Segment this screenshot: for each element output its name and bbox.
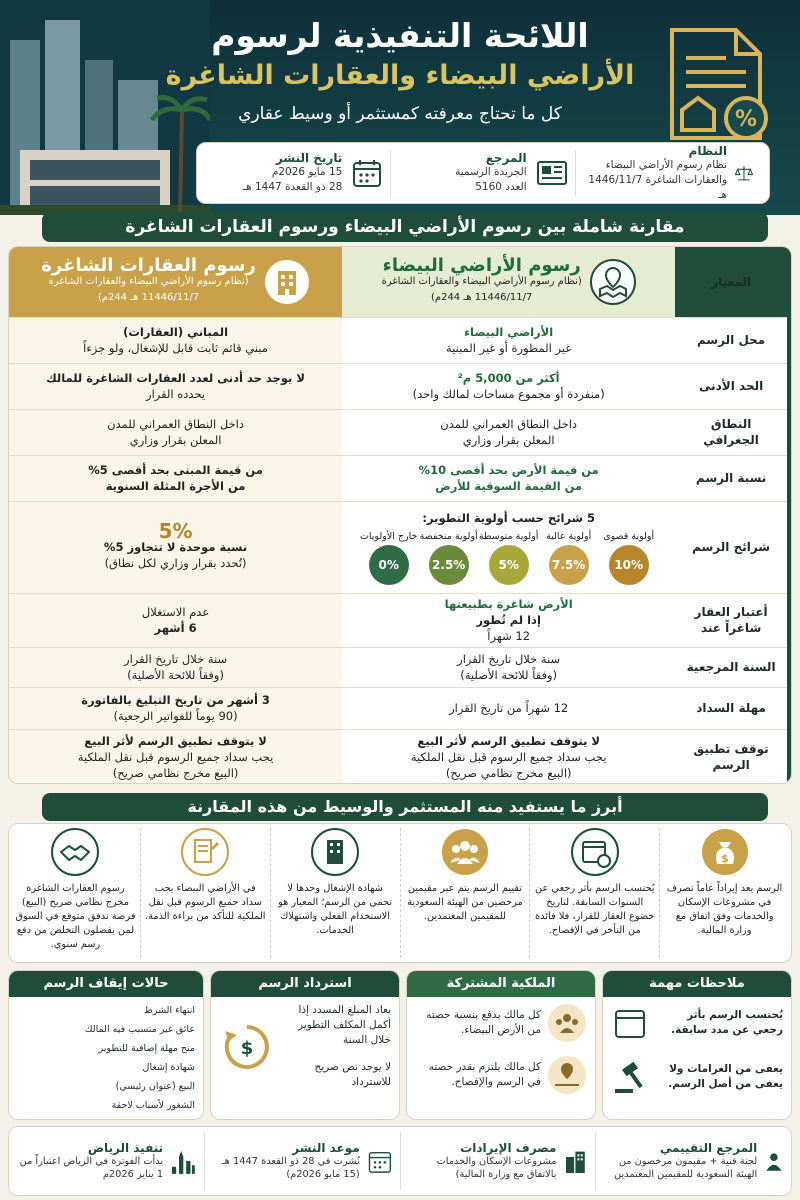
white-cell-note: (وفقاً للائحة الأصلية) [460, 668, 558, 682]
appraiser-icon [763, 1141, 785, 1181]
document-percent-icon [654, 22, 778, 146]
footer-eval-value: لجنة فنية + مقيمون مرخصون من الهيئة السعودية للمقيمين المعتمدين [614, 1156, 758, 1180]
refund-cycle-icon [219, 1019, 275, 1075]
white-land-title: رسوم الأراضي البيضاء [382, 254, 581, 276]
stop-item: منح مهلة إضافية للتطوير [98, 1043, 195, 1054]
vacant-cell: المباني (العقارات) [123, 325, 229, 339]
note-item: يعفى من الغرامات ولا يعفى من أصل الرسم. [668, 1063, 783, 1090]
table-row [9, 455, 789, 501]
page-title: اللائحة التنفيذية لرسوم [211, 16, 589, 55]
vacant-cell-note: من الأجرة المثلة السنوية [105, 479, 246, 493]
benefit-item [659, 828, 789, 958]
vacant-cell: من قيمة المبنى بحد أقصى 5% [88, 463, 263, 477]
stop-cases-box [8, 970, 204, 1120]
comparison-table [8, 246, 792, 784]
benefit-text: شهادة الإشغال وحدها لا تحمي من الرسم؛ المعيار هو الاستخدام الفعلي واستهلاك الخدمات. [278, 883, 393, 936]
footer-riyadh [9, 1132, 204, 1190]
info-ref-value: الجريدة الرسمية [455, 166, 527, 178]
page-subtitle: كل ما تحتاج معرفته كمستثمر أو وسيط عقاري [238, 104, 562, 124]
vacant-cell: 3 أشهر من تاريخ التبليغ بالفاتورة [81, 693, 270, 707]
table-row [9, 687, 789, 729]
vacant-cell-note2: (البيع مخرج نظامي صريح) [112, 766, 239, 780]
info-pub-label: تاريخ النشر [275, 151, 343, 165]
white-cell: داخل النطاق العمراني للمدن [440, 417, 578, 431]
benefits-list [8, 823, 792, 963]
white-cell-note2: (البيع مخرج نظامي صريح) [445, 766, 572, 780]
white-cell: 12 شهراً من تاريخ القرار [449, 701, 569, 715]
calendar-icon [571, 828, 619, 876]
white-cell: من قيمة الأرض بحد أقصى 10% [418, 463, 599, 477]
table-row [9, 593, 789, 647]
tier-label: أولوية منخفضة [419, 530, 478, 542]
vacant-rate-text: نسبة موحدة لا تتجاوز 5% [103, 540, 248, 554]
stop-item: شهادة إشغال [142, 1062, 195, 1073]
footer-eval [595, 1132, 791, 1190]
white-cell-note: من القيمة السوقية للأرض [435, 479, 583, 493]
white-cell: الأراضي البيضاء [464, 325, 554, 339]
stop-item: انتهاء الشرط [144, 1005, 195, 1016]
money-bag-icon [701, 828, 749, 876]
tiers-group [348, 529, 669, 585]
building-icon [311, 828, 359, 876]
vacant-header [9, 247, 342, 317]
table-header-row [9, 247, 789, 317]
land-pin-icon [547, 1055, 587, 1095]
row-criterion: محل الرسم [675, 317, 789, 363]
tier-label: أولوية قصوى [603, 530, 655, 542]
tier-item [599, 529, 659, 585]
refund-item: لا يوجد نص صريح للاسترداد [314, 1061, 391, 1088]
tier-label: أولوية عالية [546, 530, 592, 542]
row-criterion: نسبة الرسم [675, 455, 789, 501]
vacant-cell-note: المعلن بقرار وزاري [129, 433, 222, 447]
footer-publish [204, 1132, 400, 1190]
table-row [9, 363, 789, 409]
vacant-cell-note: (وفقاً للائحة الأصلية) [127, 668, 224, 682]
vacant-cell-note: (90 يوماً للفواتير الرجعية) [113, 709, 238, 723]
white-cell-note: إذا لم تُطور [476, 613, 541, 627]
svg-text:%: % [734, 107, 758, 132]
footer-eval-label: المرجع التقييمي [659, 1141, 758, 1155]
group-icon [547, 1003, 587, 1043]
footer-rev-label: مصرف الإيرادات [460, 1141, 557, 1155]
calendar-icon [611, 1003, 651, 1043]
info-ref-issue: العدد 5160 [475, 181, 527, 193]
white-land-header [342, 247, 675, 317]
calendar-icon [350, 156, 384, 190]
stop-title: حالات إيقاف الرسم [9, 971, 203, 997]
notes-title: ملاحظات مهمة [603, 971, 791, 997]
footer-impl-value: بدأت الفوترة في الرياض اعتباراً من 1 يناير 2026م [19, 1156, 164, 1180]
refund-title: استرداد الرسم [211, 971, 399, 997]
benefit-item [270, 828, 400, 958]
refund-item: يعاد المبلغ المسدد إذا أكمل المكلف التطوير خلال السنة [298, 1004, 391, 1046]
row-criterion: أعتبار العقار شاغراً عند [675, 593, 789, 647]
benefits-title: أبرز ما يستفيد منه المستثمر والوسيط من هذه المقارنة [42, 793, 768, 821]
footer-rev-value: مشروعات الإسكان والخدمات بالاتفاق مع وزارة المالية) [436, 1156, 557, 1180]
tier-rate-circle: 7.5% [549, 545, 589, 585]
vacant-rate-big: 5% [158, 519, 193, 543]
info-pub-gregorian: 15 مايو 2026م [271, 166, 343, 178]
tier-rate-circle: 5% [489, 545, 529, 585]
handshake-icon [51, 828, 99, 876]
tier-item [539, 529, 599, 585]
vacant-rate-note: (تُحدد بقرار وزاري لكل نطاق) [104, 556, 247, 570]
joint-item: كل مالك يلتزم بقدر حصته في الرسم والإفصاح. [428, 1061, 541, 1088]
calendar-icon [366, 1141, 394, 1181]
row-criterion: توقف تطبيق الرسم [675, 729, 789, 784]
people-icon [441, 828, 489, 876]
tier-rate-circle: 10% [609, 545, 649, 585]
row-criterion: النطاق الجغرافي [675, 409, 789, 455]
tier-rate-circle: 0% [369, 545, 409, 585]
riyadh-skyline-icon [169, 1141, 198, 1181]
row-criterion: الحد الأدنى [675, 363, 789, 409]
white-cell-note: غير المطورة أو غير المبنية [446, 341, 572, 355]
vacant-cell: داخل النطاق العمراني للمدن [107, 417, 244, 431]
white-cell-note: يجب سداد جميع الرسوم قبل نقل الملكية [410, 750, 607, 764]
stop-item: البيع (عنوان رئيسي) [115, 1081, 195, 1092]
vacant-cell: عدم الاستغلال [141, 605, 210, 619]
tier-label: أولوية متوسطة [478, 530, 539, 542]
white-cell-note2: 12 شهراً [487, 629, 531, 643]
vacant-cell: سنة خلال تاريخ القرار [124, 652, 228, 666]
refund-box [210, 970, 400, 1120]
footer-pub-label: موعد النشر [292, 1141, 360, 1155]
row-criterion: شرائح الرسم [675, 501, 789, 593]
map-pin-icon [590, 259, 636, 305]
info-bar [196, 142, 770, 204]
tier-rate-circle: 2.5% [429, 545, 469, 585]
criterion-header: المعيار [675, 247, 789, 317]
benefit-item [529, 828, 659, 958]
tiers-title: 5 شرائح حسب أولوية التطوير: [422, 510, 595, 525]
benefit-text: الرسم يعد إيراداً عاماً تصرف في مشروعات الإسكان والخدمات وفق اتفاق مع وزارة المالية. [666, 883, 783, 936]
table-row [9, 647, 789, 687]
page-title-highlight: الأراضي البيضاء والعقارات الشاغرة [165, 60, 635, 91]
white-land-subtitle: (نظام رسوم الأراضي البيضاء والعقارات الشاغرة [381, 275, 582, 287]
white-cell: لا يتوقف تطبيق الرسم لأثر البيع [417, 734, 600, 748]
scales-icon [735, 156, 753, 190]
info-publish-date [207, 150, 390, 196]
table-row [9, 409, 789, 455]
info-system-value: نظام رسوم الأراضي البيضاء والعقارات الشاغرة 1446/11/7 هـ [588, 158, 728, 201]
table-row-tiers [9, 501, 789, 593]
svg-text:$: $ [720, 852, 729, 865]
vacant-cell-note: يجب سداد جميع الرسوم قبل نقل الملكية [77, 750, 274, 764]
tier-item [419, 529, 479, 585]
row-criterion: السنة المرجعية [675, 647, 789, 687]
joint-item: كل مالك يدفع بنسبة حصته من الأرض البيضاء. [426, 1009, 541, 1036]
notes-box [602, 970, 792, 1120]
info-pub-hijri: 28 ذو القعدة 1447 هـ [243, 181, 343, 193]
white-cell: سنة خلال تاريخ القرار [457, 652, 561, 666]
info-reference [390, 150, 574, 196]
building-icon [264, 259, 310, 305]
header [0, 0, 800, 215]
buildings-icon [562, 1141, 589, 1181]
stop-item: الشغور لأسباب لاحقة [111, 1100, 195, 1111]
footer-pub-value: نُشرت في 28 ذو القعدة 1447 هـ (15 مايو 2026م) [221, 1156, 360, 1180]
vacant-cell-note: 6 أشهر [154, 621, 197, 635]
comparison-title: مقارنة شاملة بين رسوم الأراضي البيضاء ورسوم العقارات الشاغرة [42, 212, 768, 242]
footer-revenue [400, 1132, 596, 1190]
joint-ownership-box [406, 970, 596, 1120]
svg-text:$: $ [240, 1037, 254, 1059]
vacant-date: 11446/11/7 هـ 244م) [97, 291, 200, 303]
benefit-item [140, 828, 270, 958]
white-cell-note: المعلن بقرار وزاري [462, 433, 555, 447]
stop-item: عائق غير متسبب فيه المالك [84, 1024, 195, 1035]
vacant-cell: لا يتوقف تطبيق الرسم لأثر البيع [84, 734, 267, 748]
note-item: يُحتسب الرسم بأثر رجعي عن مدد سابقة. [671, 1009, 783, 1036]
newspaper-icon [535, 156, 569, 190]
benefit-text: تقييم الرسم يتم عبر مقيمين مرخصين من الهيئة السعودية للمقيمين المعتمدين. [407, 883, 523, 922]
white-land-date: 11446/11/7 هـ 244م) [430, 291, 533, 303]
vacant-cell: لا يوجد حد أدنى لعدد العقارات الشاغرة للمالك [46, 371, 305, 385]
white-cell-note: (منفردة أو مجموع مساحات لمالك واحد) [412, 387, 605, 401]
vacant-cell-note: مبني قائم ثابت قابل للإشغال، ولو جزءاً [83, 341, 268, 355]
benefit-text: يُحتسب الرسم بأثر رجعي عن السنوات السابقة. لتاريخ خضوع العقار للقرار، فلا فائدة من التأخر في الإفصاح. [535, 883, 655, 936]
footer-impl-label: تنفيذ الرياض [87, 1141, 164, 1155]
footer-bar [8, 1126, 792, 1196]
joint-title: الملكية المشتركة [407, 971, 595, 997]
info-system [575, 143, 759, 201]
tier-item [359, 529, 419, 585]
white-cell: أكثر من 5,000 م² [457, 371, 560, 385]
tier-item [479, 529, 539, 585]
info-ref-label: المرجع [485, 151, 527, 165]
table-row [9, 317, 789, 363]
row-criterion: مهلة السداد [675, 687, 789, 729]
benefit-item [400, 828, 530, 958]
vacant-title: رسوم العقارات الشاغرة [41, 254, 256, 276]
table-row [9, 729, 789, 784]
tier-label: خارج الأولويات [359, 530, 418, 542]
white-cell: الأرض شاغرة بطبيعتها [444, 597, 573, 611]
vacant-subtitle: (نظام رسوم الأراضي البيضاء والعقارات الشاغرة [48, 275, 249, 287]
vacant-cell-note: يحدده القرار [146, 387, 206, 401]
gavel-icon [611, 1057, 651, 1097]
benefit-text: رسوم العقارات الشاغرة مخرج نظامي صريح (البيع) فرصة تدفق متوقع في السوق لمن يفضلون التخلص من دفع رسم سنوي. [15, 883, 136, 950]
benefit-item [11, 828, 140, 958]
info-system-label: النظام [688, 143, 728, 158]
document-pen-icon [181, 828, 229, 876]
benefit-text: في الأراضي البيضاء يجب سداد جميع الرسوم قبل نقل الملكية للتأكد من براءة الذمة. [145, 883, 266, 922]
